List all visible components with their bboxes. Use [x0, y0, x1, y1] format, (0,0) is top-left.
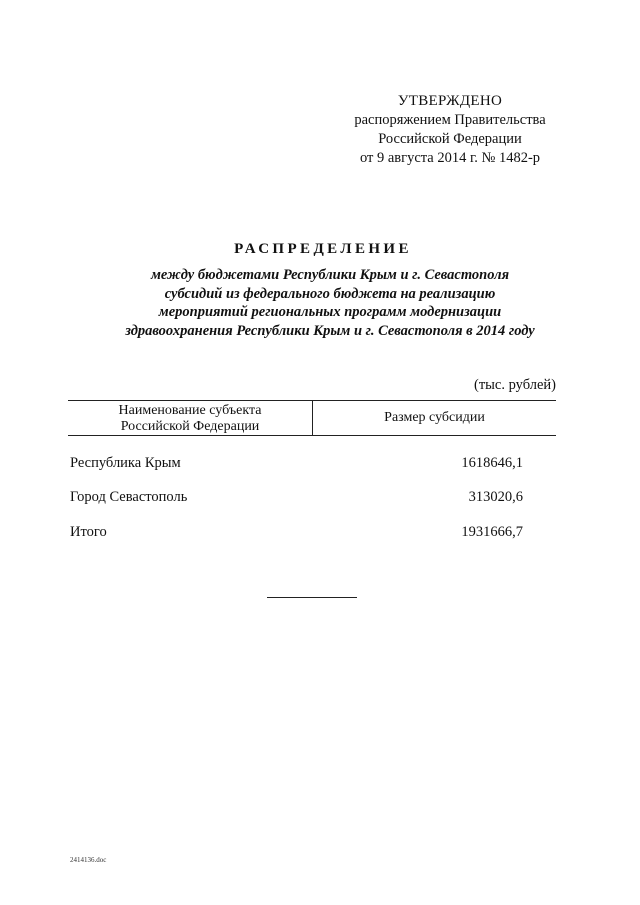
row-value: 313020,6	[468, 489, 523, 505]
subtitle-line-4: здравоохранения Республики Крым и г. Севастополя в 2014 году	[125, 322, 535, 339]
approved-heading: УТВЕРЖДЕНО	[397, 93, 503, 109]
end-separator-line	[267, 597, 357, 598]
table-row	[70, 524, 556, 541]
footer-file-name: 2414136.doc	[70, 856, 107, 864]
subtitle-line-1: между бюджетами Республики Крым и г. Севастополя	[150, 267, 510, 283]
subtitle-line-3: мероприятий региональных программ модернизации	[158, 304, 502, 320]
row-value: 1931666,7	[461, 524, 523, 540]
row-name: Республика Крым	[70, 455, 181, 471]
table-header-subsidy: Размер субсидии	[384, 410, 485, 425]
approval-line-2: Российской Федерации	[378, 131, 522, 147]
row-value: 1618646,1	[461, 455, 523, 471]
table-row	[70, 455, 556, 472]
document-subtitle	[60, 266, 600, 340]
table-header-subject	[68, 401, 313, 435]
table-header	[68, 400, 556, 436]
approval-line-3: от 9 августа 2014 г. № 1482-р	[359, 150, 541, 166]
row-name: Итого	[70, 524, 107, 540]
document-title: РАСПРЕДЕЛЕНИЕ	[234, 241, 412, 257]
approval-block	[330, 92, 570, 168]
approval-line-1: распоряжением Правительства	[354, 112, 546, 128]
row-name: Город Севастополь	[70, 489, 188, 505]
units-label: (тыс. рублей)	[474, 377, 556, 393]
table-header-subject-line-1: Наименование субъекта	[118, 403, 262, 418]
subtitle-line-2: субсидий из федерального бюджета на реализацию	[164, 285, 496, 302]
table-header-subject-line-2: Российской Федерации	[120, 419, 260, 434]
table-row	[70, 489, 556, 506]
